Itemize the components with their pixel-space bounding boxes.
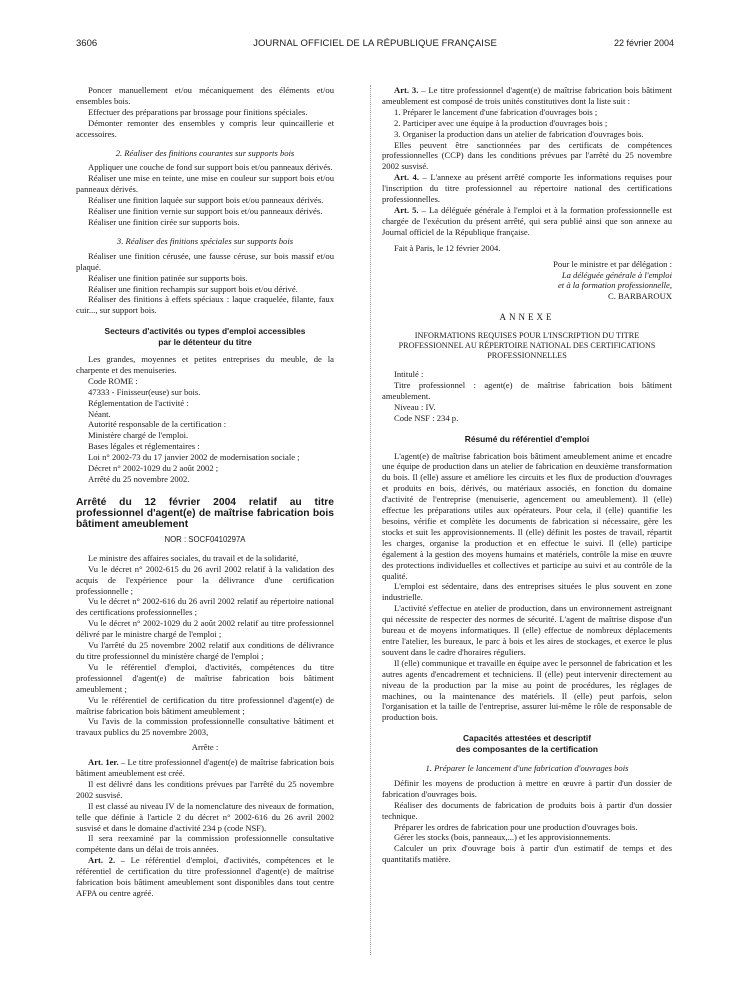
capacities-heading: Capacités attestées et descriptif des composantes de la certification: [456, 733, 598, 755]
paragraph: Vu l'arrêté du 25 novembre 2002 relatif aux conditions de délivrance du titre professionnel du ministère chargé de l'emploi ;: [76, 640, 334, 661]
section-heading: 1. Préparer le lancement d'une fabrication d'ouvrages bois: [425, 763, 629, 774]
paragraph: L'agent(e) de maîtrise fabrication bois bâtiment ameublement anime et encadre une équipe de production dans un atelier de fabrication en deuxième transformation du bois. Il (elle) assure et améliore les circuits et les flux de production d'ouvrages et produits en bois, dérivés, ou matériaux associés, en fonction du domaine d'activité de l'entreprise (menuiserie, agencement ou ameublement). Il (elle) effectue les préparations utiles aux opérateurs. Pour cela, il (elle) quantifie les besoins, vérifie et complète les documents de fabrication si nécessaire, gère les stocks et suit les approvisionnements. Il (elle) définit les postes de travail, répartit les charges, organise la production et en effectue le suivi. Il (elle) participe également à la gestion des moyens humains et matériels, contrôle la mise en œuvre des protections individuelles et collectives et participe au suivi et au contrôle de la qualité.: [382, 450, 672, 581]
label: Code ROME :: [88, 375, 138, 386]
list-item: 2. Participer avec une équipe à la production d'ouvrages bois ;: [394, 117, 608, 128]
page-header: [76, 38, 674, 52]
article-4: Art. 4. – L'annexe au présent arrêté comporte les informations requises pour l'inscription du titre professionnel au répertoire national des certifications professionnelles.: [382, 172, 673, 205]
signature-line: Pour le ministre et par délégation :: [553, 258, 672, 269]
paragraph: L'emploi est sédentaire, dans des entreprises situées le plus souvent en zone industrielle.: [382, 581, 672, 603]
date-place: Fait à Paris, le 12 février 2004.: [394, 242, 501, 253]
paragraph: Réaliser des documents de fabrication de produits bois à partir d'un dossier technique.: [382, 799, 672, 821]
value: 47333 - Finisseur(euse) sur bois.: [88, 386, 201, 397]
summary-heading: Résumé du référentiel d'emploi: [464, 433, 590, 444]
value: Titre professionnel : agent(e) de maîtrise fabrication bois bâtiment ameublement.: [382, 380, 672, 401]
paragraph: Préparer les ordres de fabrication pour une production d'ouvrages bois.: [394, 821, 638, 832]
article-5: Art. 5. – La déléguée générale à l'emploi et à la formation professionnelle est chargée de l'exécution du présent arrêté, qui sera publié ainsi que son annexe au Journal officiel de la République française.: [382, 204, 673, 237]
paragraph: Il sera reexaminé par la commission professionnelle consultative compétente dans un délai de trois années.: [76, 833, 334, 855]
value: Décret n° 2002-1029 du 2 août 2002 ;: [88, 463, 219, 474]
paragraph: Gérer les stocks (bois, panneaux,...) et les approvisionnements.: [394, 832, 611, 843]
column-divider: [370, 85, 371, 955]
paragraph: Démonter remonter des ensembles y compris leur quincaillerie et accessoires.: [76, 117, 334, 139]
label: Autorité responsable de la certification :: [88, 419, 227, 430]
signature-line: et à la formation professionnelle,: [557, 280, 672, 291]
value: Loi n° 2002-73 du 17 janvier 2002 de modernisation sociale ;: [88, 452, 300, 463]
arrete-label: Arrête :: [191, 742, 219, 753]
signatory-name: C. BARBAROUX: [608, 291, 672, 302]
paragraph: L'activité s'effectue en atelier de production, dans un environnement astreignant qui nécessite de respecter des normes de sécurité. L'agent de maîtrise dispose d'un bureau et de moyens informatiques. Il (elle) effectue de nombreux déplacements entre l'atelier, les bureaux, le parc à bois et les aires de stockages, et exerce le plus souvent dans le cadre d'horaires réguliers.: [382, 603, 672, 657]
article-1: Art. 1er. – Le titre professionnel d'agent(e) de maîtrise fabrication bois bâtiment ameublement est créé.: [76, 757, 335, 779]
paragraph: Appliquer une couche de fond sur support bois et/ou panneaux dérivés.: [88, 162, 333, 173]
paragraph: Vu le décret n° 2002-615 du 26 avril 2002 relatif à la validation des acquis de l'expérience pour la délivrance d'une certification professionnelle ;: [76, 563, 334, 596]
paragraph: Il (elle) communique et travaille en équipe avec le personnel de fabrication et les autres agents d'encadrement et techniciens. Il (elle) peut intervenir directement au niveau de la production par la mise au point de procédures, les réglages de machines, ou la maintenance des matériels. Il (elle) peut parfois, selon l'organisation et la taille de l'entreprise, assurer lui-même le rôle de responsable de production bois.: [382, 657, 672, 723]
label: Bases légales et réglementaires :: [88, 441, 200, 452]
nor-reference: NOR : SOCF0410297A: [164, 534, 246, 544]
article-2: Art. 2. – Le référentiel d'emploi, d'activités, compétences et le référentiel de certification du titre professionnel d'agent(e) de maîtrise fabrication bois bâtiment ameublement sont disponibles dans tout centre AFPA ou centre agréé.: [76, 855, 335, 898]
value: Ministère chargé de l'emploi.: [88, 430, 189, 441]
list-item: 1. Préparer le lancement d'une fabrication d'ouvrages bois ;: [394, 106, 598, 117]
left-column: [76, 85, 334, 899]
value: Néant.: [88, 408, 111, 419]
paragraph: Vu le décret n° 2002-1029 du 2 août 2002 relatif au titre professionnel délivré par le ministre chargé de l'emploi ;: [76, 618, 334, 640]
value: Arrêté du 25 novembre 2002.: [88, 474, 190, 484]
paragraph: Réaliser une finition patinée sur supports bois.: [88, 272, 248, 283]
list-item: 3. Organiser la production dans un atelier de fabrication d'ouvrages bois.: [394, 128, 644, 139]
paragraph: Elles peuvent être sanctionnées par des certificats de compétences professionnelles (CCP) dans les conditions prévues par l'arrêté du 25 novembre 2002 susvisé.: [382, 139, 672, 172]
page-number: 3606: [76, 38, 98, 49]
paragraph: Les grandes, moyennes et petites entreprises du meuble, de la charpente et des menuiseries.: [76, 354, 334, 375]
paragraph: Réaliser une finition laquée sur support bois et/ou panneaux dérivés.: [88, 195, 324, 206]
annexe-title: INFORMATIONS REQUISES POUR L'INSCRIPTION DU TITRE PROFESSIONNEL AU RÉPERTOIRE NATIONAL DES CERTIFICATIONS PROFESSIONNELLES: [398, 331, 656, 361]
label: Réglementation de l'activité :: [88, 397, 189, 408]
section-heading: 2. Réaliser des finitions courantes sur supports bois: [115, 147, 295, 158]
paragraph: Réaliser des finitions à effets spéciaux : laque craquelée, filante, faux cuir..., sur support bois.: [76, 294, 334, 316]
label: Intitulé :: [394, 369, 424, 380]
sector-heading: Secteurs d'activités ou types d'emploi accessibles par le détenteur du titre: [104, 326, 306, 348]
journal-title: JOURNAL OFFICIEL DE LA RÉPUBLIQUE FRANÇAISE: [253, 38, 497, 49]
paragraph: Réaliser une finition vernie sur support bois et/ou panneaux dérivés.: [88, 206, 323, 217]
paragraph: Vu le décret n° 2002-616 du 26 avril 2002 relatif au répertoire national des certifications professionnelles ;: [76, 596, 334, 618]
issue-date: 22 février 2004: [613, 38, 674, 48]
paragraph: Effectuer des préparations par brossage pour finitions spéciales.: [88, 106, 308, 117]
right-column: [382, 85, 672, 865]
article-3: Art. 3. – Le titre professionnel d'agent(e) de maîtrise fabrication bois bâtiment ameublement est composé de trois unités constitutives dont la liste suit :: [382, 85, 673, 106]
decree-title: Arrêté du 12 février 2004 relatif au titre professionnel d'agent(e) de maîtrise fabrication bois bâtiment ameublement: [76, 496, 334, 530]
paragraph: Vu le référentiel de certification du titre professionnel d'agent(e) de maîtrise fabrication bois bâtiment ameublement ;: [76, 694, 334, 716]
paragraph: Définir les moyens de production à mettre en œuvre à partir d'un dossier de fabrication d'ouvrages bois.: [382, 777, 672, 799]
value: Niveau : IV.: [394, 401, 436, 412]
paragraph: Réaliser une finition cirée sur supports bois.: [88, 216, 240, 227]
section-heading: 3. Réaliser des finitions spéciales sur supports bois: [116, 235, 294, 246]
paragraph: Réaliser une finition rechampis sur support bois et/ou dérivé.: [88, 283, 298, 294]
paragraph: Vu l'avis de la commission professionnelle consultative bâtiment et travaux publics du 25 novembre 2003,: [76, 716, 334, 738]
paragraph: Réaliser une mise en teinte, une mise en couleur sur support bois et/ou panneaux dérivés.: [76, 173, 334, 195]
paragraph: Poncer manuellement et/ou mécaniquement des éléments et/ou ensembles bois.: [76, 85, 334, 106]
paragraph: Il est délivré dans les conditions prévues par l'arrêté du 25 novembre 2002 susvisé.: [76, 778, 334, 800]
paragraph: Calculer un prix d'ouvrage bois à partir d'un estimatif de temps et des quantitatifs matière.: [382, 843, 672, 865]
signature-line: La déléguée générale à l'emploi: [561, 269, 672, 280]
paragraph: Vu le référentiel d'emploi, d'activités, compétences du titre professionnel d'agent(e) de maîtrise fabrication bois bâtiment ameublement ;: [76, 661, 334, 694]
paragraph: Réaliser une finition cérusée, une fausse céruse, sur bois massif et/ou plaqué.: [76, 250, 334, 272]
paragraph: Il est classé au niveau IV de la nomenclature des niveaux de formation, telle que définie à l'article 2 du décret n° 2002-616 du 26 avril 2002 susvisé et dans le domaine d'activité 234 p (code NSF).: [76, 800, 334, 833]
value: Code NSF : 234 p.: [394, 412, 459, 423]
paragraph: Le ministre des affaires sociales, du travail et de la solidarité,: [88, 552, 299, 563]
annexe-heading: ANNEXE: [499, 312, 555, 323]
